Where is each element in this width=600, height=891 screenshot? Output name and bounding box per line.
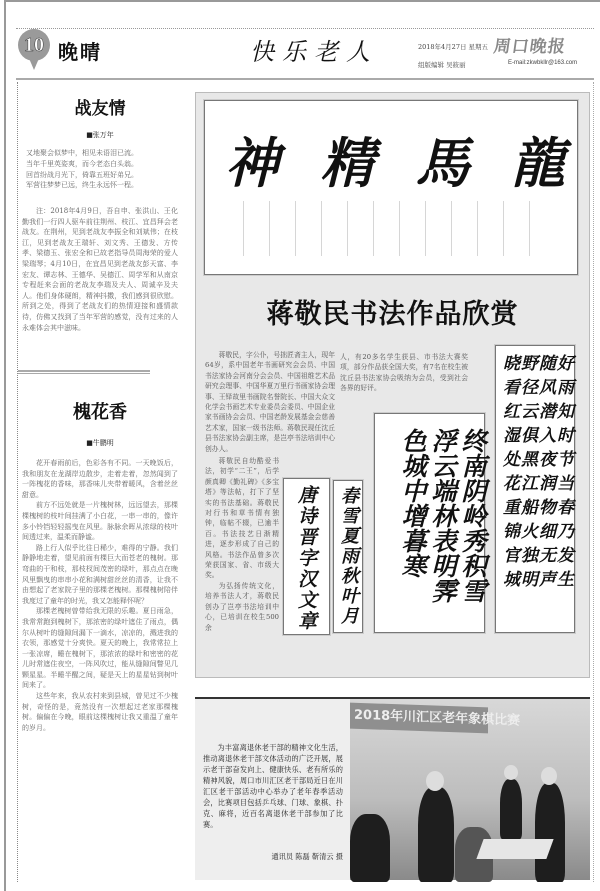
calligraphy-text: 好雨知时节当春乃发生随风潜入夜润物细无声野径云俱黑江船火独明晓看红湿处花重锦官城 xyxy=(499,354,573,594)
calligraphy-work-spring xyxy=(333,480,363,633)
section-name: 晚晴 xyxy=(58,40,102,64)
paragraph: 人，有20多名学生获县、市书法大赛奖项，部分作品获全国大奖，有7名在校生被沈丘县书法家协会吸纳为会员，受到社会各界的好评。 xyxy=(340,353,468,393)
map-pin-icon xyxy=(28,56,40,70)
article-note xyxy=(22,206,178,333)
right-border xyxy=(593,82,594,882)
column-name: 快乐老人 xyxy=(250,38,378,66)
paragraph: 蒋敬民自幼酷爱书法，初学“二王”，后学颜真卿《勤礼碑》《多宝塔》等法帖，打下了坚实的书法基础。蒋敬民对行书和草书情有独钟，临帖不辍，已逾半百。书法技艺日渐精进，逐步形成了自己的风格。书法作品曾多次荣获国家、省、市级大奖。 xyxy=(205,457,279,580)
chess-board xyxy=(476,839,553,859)
page-number-badge: 10 xyxy=(18,29,50,61)
editor-credit: 组版编辑 吴筱丽 xyxy=(418,61,466,69)
news-photo xyxy=(350,697,590,880)
page-border xyxy=(4,0,6,891)
feature-continued xyxy=(340,352,468,394)
column-divider xyxy=(17,82,18,882)
person-head xyxy=(426,771,444,791)
newspaper-logo: 周口晚报 xyxy=(492,37,568,57)
paragraph: 那棵老槐树曾带给我无限的乐趣。夏日雨急，我常常跑到槐树下，那浓密的绿叶遮住了雨点，偶尔从树叶的缝隙间漏下一滴水，凉凉的，溅进我的衣领，那感觉十分爽快。夏天的晚上，我常常拉上一张凉席，睡在槐树下，那浓浓的绿叶和密密的花儿时常遮住夜空，一阵风吹过，能从缝隙间瞥见几颗星星。半睡半醒之间，疑是天上的星星钻到树叶间来了。 xyxy=(22,607,178,690)
person-figure xyxy=(500,779,522,839)
person-figure xyxy=(535,783,565,882)
paragraph: 前方不远处就是一片槐树林，远远望去，那棵棵槐树的枝叶间挂满了小白花，一串一串的，像许多小铃铛轻轻摇曳在风里。脉脉余晖从浓绿的枝叶间透过来，温柔而静谧。 xyxy=(22,501,178,542)
paragraph: 为弘扬传统文化，培养书法人才，蒋敬民创办了岂亭书法培训中心，已培训在校生500余 xyxy=(205,581,279,632)
poem-line: 军营往梦梦已远，终生永远怀一程。 xyxy=(26,181,138,190)
contact-email[interactable]: E-mail:zkwbkllr@163.com xyxy=(508,60,578,66)
calligraphy-char: 馬 xyxy=(415,131,470,195)
feature-biography xyxy=(205,456,279,633)
paragraph: 这些年来，我从农村来到县城，曾见过不少槐树，奇怪的是，竟然没有一次想起过老家那棵槐树。偏偏在今晚，眼前这棵槐树让我又重温了童年的岁月。 xyxy=(22,692,178,732)
person-figure xyxy=(350,814,390,882)
poem-line: 回首纷战月光下，倚靠五班好弟兄。 xyxy=(26,170,138,179)
article-author: ■牛鹏明 xyxy=(86,439,114,447)
poem xyxy=(26,148,176,191)
article-author: ■张万年 xyxy=(86,131,114,139)
photo-caption: 为丰富离退休老干部的精神文化生活，推动离退休老干部文体活动的广泛开展，展示老干部奋发向上、健康快乐、老有所乐的精神风貌，周口市川汇区老干部局近日在川汇区老干部活动中心举办了老年春季活动会，比赛项目包括乒乓球、门球、象棋、扑克、麻将，近百名离退休老干部参加了比赛。 xyxy=(203,743,343,829)
calligraphy-text: 唐诗晋字汉文章 xyxy=(295,485,317,632)
calligraphy-text: 春雪夏雨秋叶月 xyxy=(338,486,359,626)
article-separator xyxy=(18,370,150,374)
article-body xyxy=(22,458,178,733)
calligraphy-work-zhongnan xyxy=(374,413,485,633)
article-title: 槐花香 xyxy=(73,402,127,423)
person-head xyxy=(541,767,557,785)
calligraphy-main-work xyxy=(204,100,578,275)
feature-title: 蒋敬民书法作品欣赏 xyxy=(266,299,519,330)
header-divider xyxy=(16,28,594,29)
poem-line: 当年千里英姿爽，而今老态白头翁。 xyxy=(26,159,138,168)
calligraphy-work-haoyu xyxy=(495,345,575,633)
person-figure xyxy=(418,787,454,882)
paragraph: 路上行人似乎比往日稀少，难得的宁静。我们静静地走着，望见前面有棵巨大而苍老的槐树。那弯曲的干和枝，那枝杈间茂密的绿叶，那点点在晚风里飘曳的串串小花和满树甜丝丝的清香，让我不由想起了老家院子里的那棵老槐树。那棵槐树陪伴我度过了童年的时光，我又怎能释怀呢？ xyxy=(22,543,178,605)
photo-banner: 2018年川汇区老年象棋比赛 xyxy=(350,703,488,734)
calligraphy-char: 神 xyxy=(225,131,279,195)
calligraphy-text: 终南阴岭秀积雪浮云端林表明霁色城中增暮寒 xyxy=(398,428,487,603)
header-rule xyxy=(16,78,594,80)
inscription-marks xyxy=(229,201,549,256)
feature-intro xyxy=(205,350,335,454)
paragraph: 蒋敬民，字公仆，号拙匠斋主人，现年64岁，系中国老年书画研究会会员、中国书法家协会河南分会会员、中国祖维艺术品研究会理事、中国华夏万里行书画家协会理事、王铎故里书画院名誉院长、中国大众文化学会书画艺术专业委员会委员、中国企业家书画协会会员、中国老龄发展基金会慈善艺术家，国家一级书法师。蒋敬民现任沈丘县书法家协会副主席，是岂亭书法培训中心创办人。 xyxy=(205,351,335,453)
poem-line: 又地聚会似梦中，相见未语泪已流。 xyxy=(26,149,138,157)
calligraphy-char: 龍 xyxy=(510,131,565,195)
person-head xyxy=(504,765,518,780)
photo-credit: 通讯员 陈磊 靳清云 摄 xyxy=(271,852,343,861)
paragraph: 花开春雨前后，色彩各有不同。一天晚饭后，我和朋友在龙湖岸边散步，走着走着，忽然闻到了一阵槐花的香味，那香味儿夹带着暖风，含着丝丝甜意。 xyxy=(22,459,178,499)
calligraphy-char: 精 xyxy=(320,131,375,195)
article-title: 战友情 xyxy=(74,99,126,119)
issue-date: 2018年4月27日 星期五 xyxy=(418,43,489,51)
page-border-top xyxy=(4,0,600,2)
calligraphy-work-tang xyxy=(283,478,330,635)
note-text: 注：2018年4月9日，吾自申、张洪山、王化勤我们一行四人驱车前往荆州、枝江、宜昌拜会老战友。在荆州，见到老战友李振全和刘斌伟；在枝江，见到老战友王瑞轩、刘文秀、王德发、方传孝、梁德玉、张宏全和已故老指导员周海荣的爱人梁瑞琴；4月10日，在宜昌见到老战友彭天富、李宏友、谭志林、王德华、吴德江、周学军和从南京专程赶来会面的老战友李瑞及夫人、周诚辛及夫人。他们身体硬朗，精神抖擞，我们感到很欣慰。所到之处，得到了老战友们的热情迎接和盛情款待，仿佛又找到了当年军营的感觉，没有过来的人永难体会其中滋味。 xyxy=(22,207,178,332)
